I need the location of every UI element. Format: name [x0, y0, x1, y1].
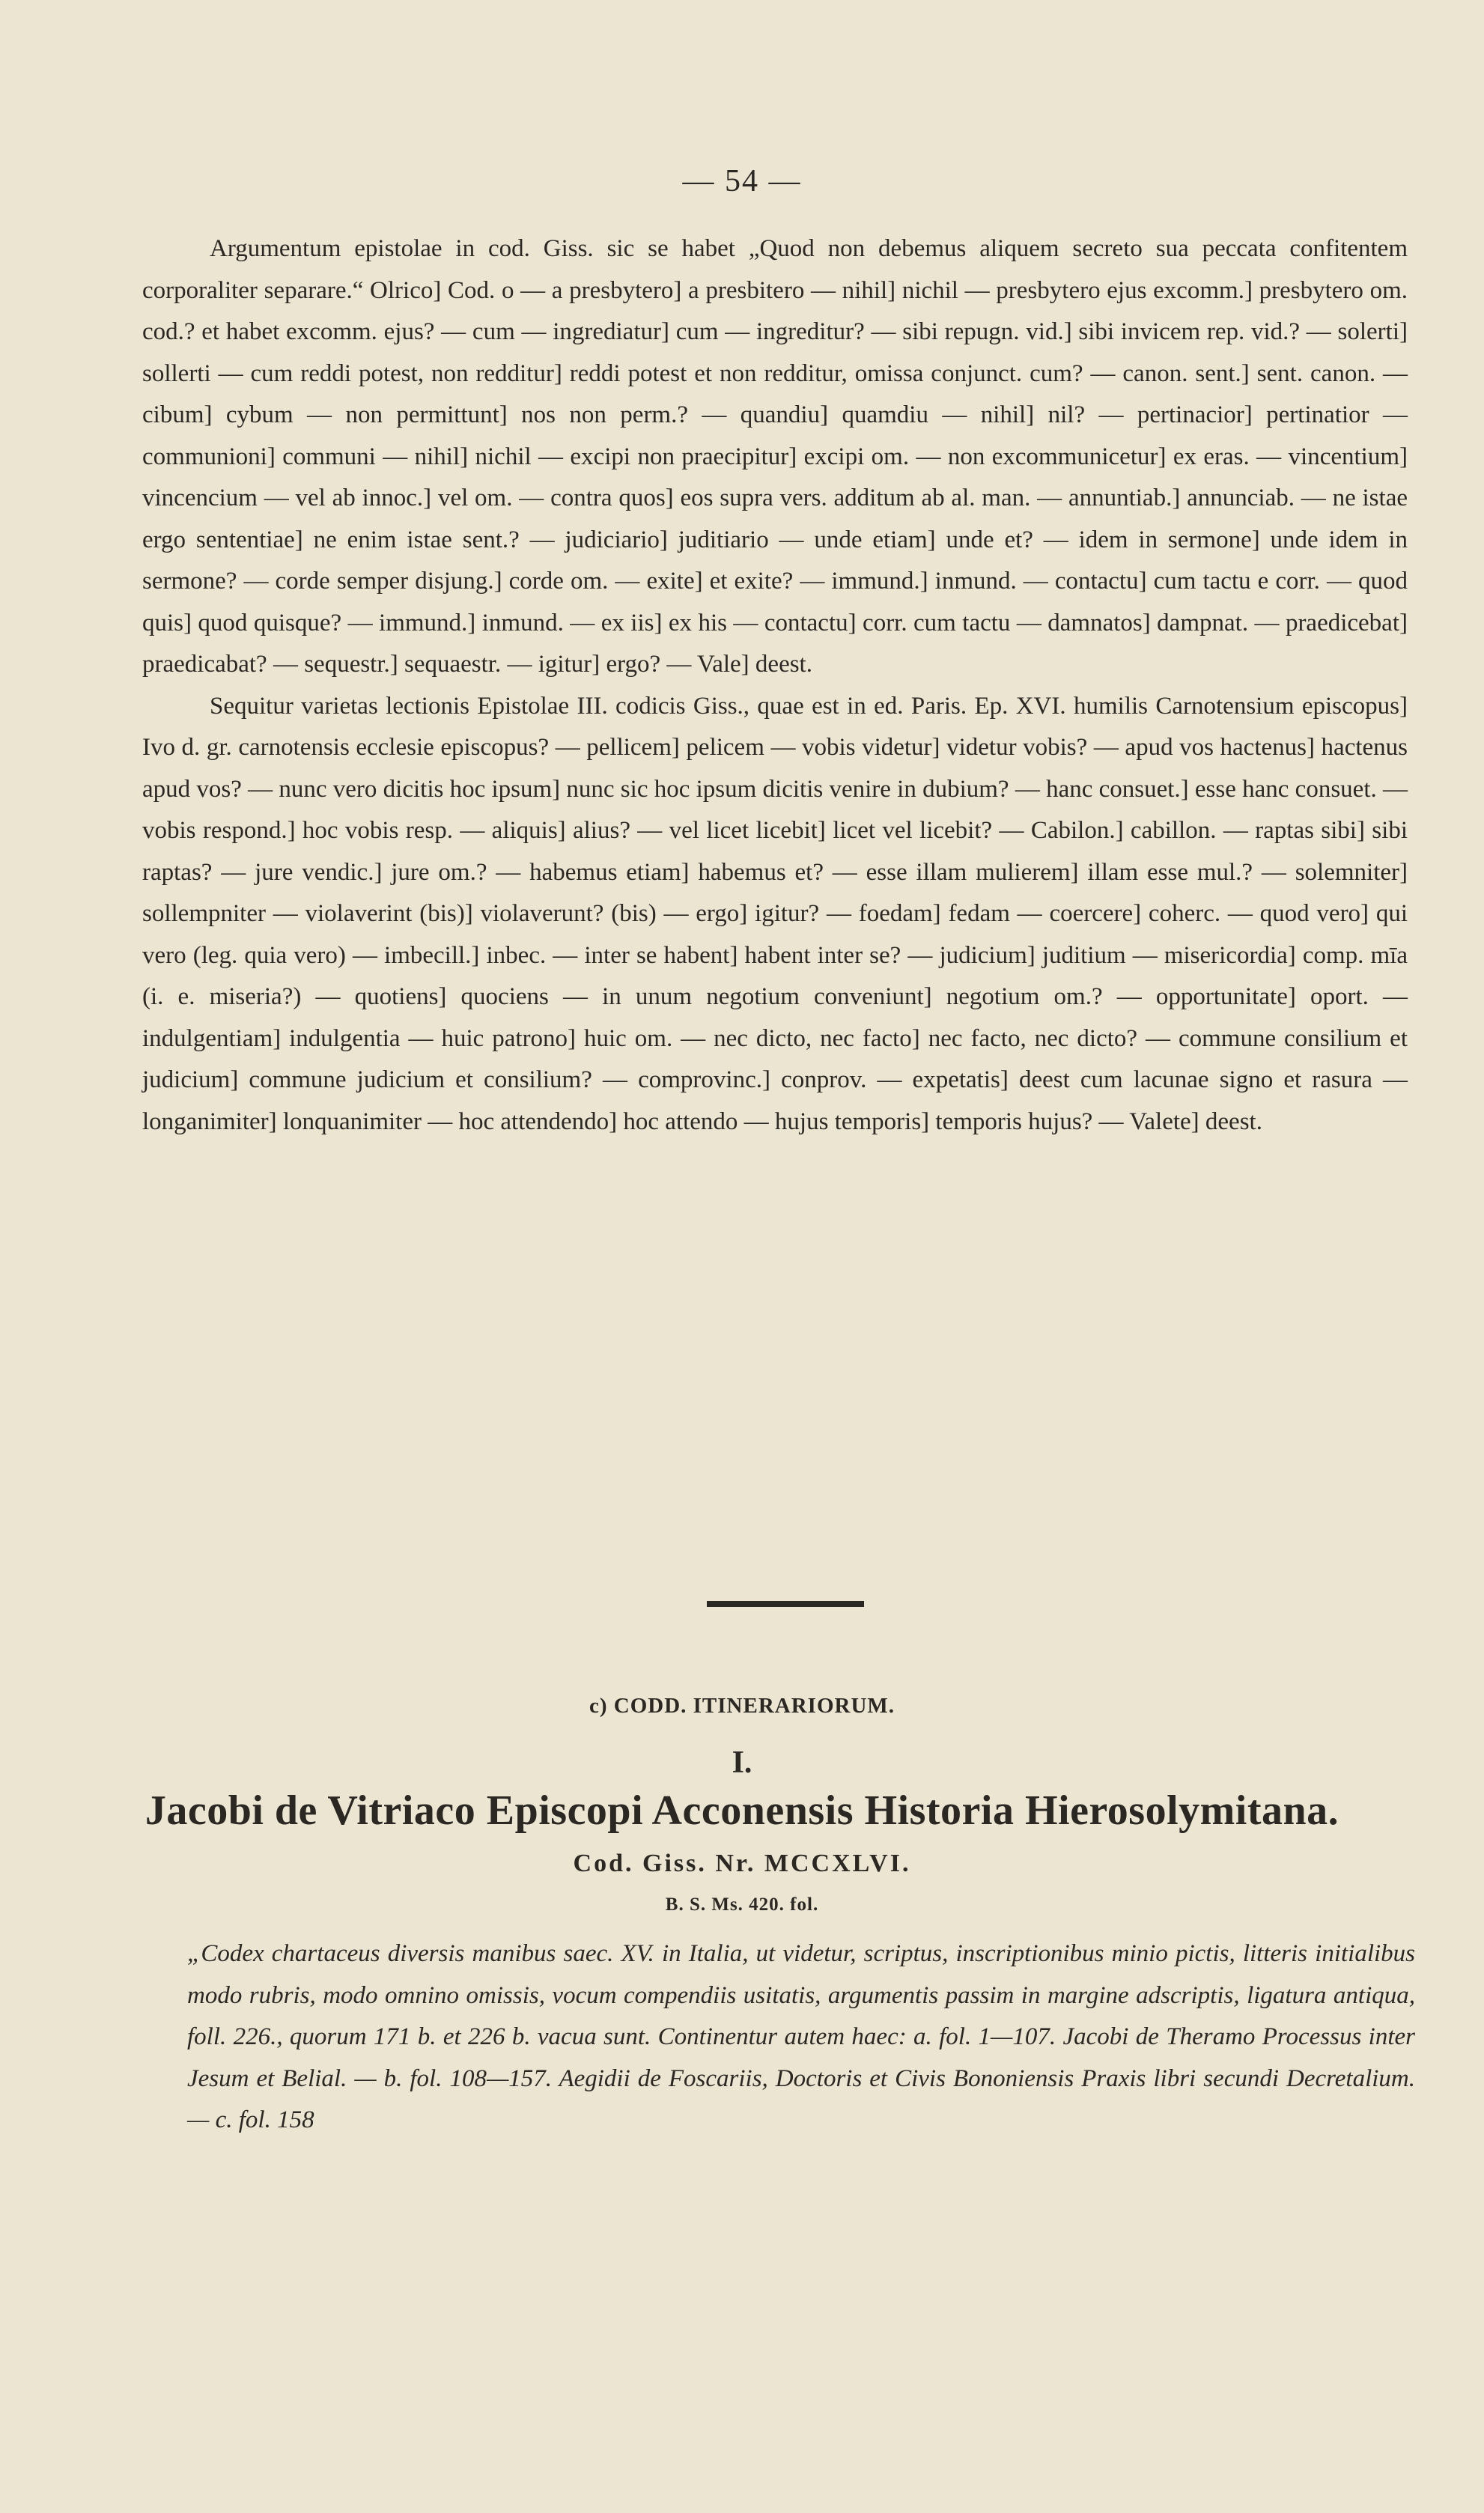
codex-number: Cod. Giss. Nr. MCCXLVI. — [573, 1850, 911, 1877]
codex-description — [187, 1933, 1415, 2142]
page-number: — 54 — — [682, 164, 802, 198]
codex-description-text: „Codex chartaceus diversis manibus saec. XV. in Italia, ut videtur, scriptus, inscriptionibus minio pictis, litteris initialibus modo rubris, modo omnino omissis, vocum compendiis usitatis, argumentis passim in margine adscriptis, ligatura antiqua, foll. 226., quorum 171 b. et 226 b. vacua sunt. Continentur autem haec: a. fol. 1—107. Jacobi de Theramo Processus inter Jesum et Belial. — b. fol. 108—157. Aegidii de Foscariis, Doctoris et Civis Bononiensis Praxis libri secundi Decretalium. — c. fol. 158 — [187, 1940, 1415, 2133]
paragraph-epistola-argumentum: Argumentum epistolae in cod. Giss. sic se habet „Quod non debemus aliquem secreto sua peccata confitentem corporaliter separare.“ Olrico] Cod. o — a presbytero] a presbitero — nihil] nichil — presbytero ejus excomm.] presbytero om. cod.? et habet excomm. ejus? — cum — ingrediatur] cum — ingreditur? — sibi repugn. vid.] sibi invicem rep. vid.? — solerti] sollerti — cum reddi potest, non redditur] reddi potest et non redditur, omissa conjunct. cum? — canon. sent.] sent. canon. — cibum] cybum — non permittunt] nos non perm.? — quandiu] quamdiu — nihil] nil? — pertinacior] pertinatior — communioni] communi — nihil] nichil — excipi non praecipitur] excipi om. — non excommunicetur] ex eras. — vincentium] vincencium — vel ab innoc.] vel om. — contra quos] eos supra vers. additum ab al. man. — annuntiab.] annunciab. — ne istae ergo sententiae] ne enim istae sent.? — judiciario] juditiario — unde etiam] unde et? — idem in sermone] unde idem in sermone? — corde semper disjung.] corde om. — exite] et exite? — immund.] inmund. — contactu] cum tactu e corr. — quod quis] quod quisque? — immund.] inmund. — ex iis] ex his — contactu] corr. cum tactu — damnatos] dampnat. — praedicebat] praedicabat? — sequestr.] sequaestr. — igitur] ergo? — Vale] deest. — [142, 235, 1408, 678]
work-title: Jacobi de Vitriaco Episcopi Acconensis Historia Hierosolymitana. — [145, 1787, 1339, 1834]
shelfmark: B. S. Ms. 420. fol. — [665, 1894, 819, 1915]
paragraph-epistola-iii-variants: Sequitur varietas lectionis Epistolae III. codicis Giss., quae est in ed. Paris. Ep. XVI. humilis Carnotensium episcopus] Ivo d. gr. carnotensis ecclesie episcopus? — pellicem] pelicem — vobis videtur] videtur vobis? — apud vos hactenus] hactenus apud vos? — nunc vero dicitis hoc ipsum] nunc sic hoc ipsum dicitis venire in dubium? — hanc consuet.] esse hanc consuet. — vobis respond.] hoc vobis resp. — aliquis] alius? — vel licet licebit] licet vel licebit? — Cabilon.] cabillon. — raptas sibi] sibi raptas? — jure vendic.] jure om.? — habemus etiam] habemus et? — esse illam mulierem] illam esse mul.? — solemniter] sollempniter — violaverint (bis)] violaverunt? (bis) — ergo] igitur? — foedam] fedam — coercere] coherc. — quod vero] qui vero (leg. quia vero) — imbecill.] inbec. — inter se habent] habent inter se? — judicium] juditium — misericordia] comp. mīa (i. e. miseria?) — quotiens] quociens — in unum negotium conveniunt] negotium om.? — opportunitate] oport. — indulgentiam] indulgentia — huic patrono] huic om. — nec dicto, nec facto] nec facto, nec dicto? — commune consilium et judicium] commune judicium et consilium? — comprovinc.] conprov. — expetatis] deest cum lacunae signo et rasura — longanimiter] lonquanimiter — hoc attendendo] hoc attendo — hujus temporis] temporis hujus? — Valete] deest. — [142, 692, 1408, 1135]
entry-number: I. — [732, 1745, 752, 1780]
variant-readings-text — [142, 228, 1408, 1143]
section-label: c) CODD. ITINERARIORUM. — [589, 1694, 895, 1718]
section-divider-rule — [707, 1601, 864, 1607]
